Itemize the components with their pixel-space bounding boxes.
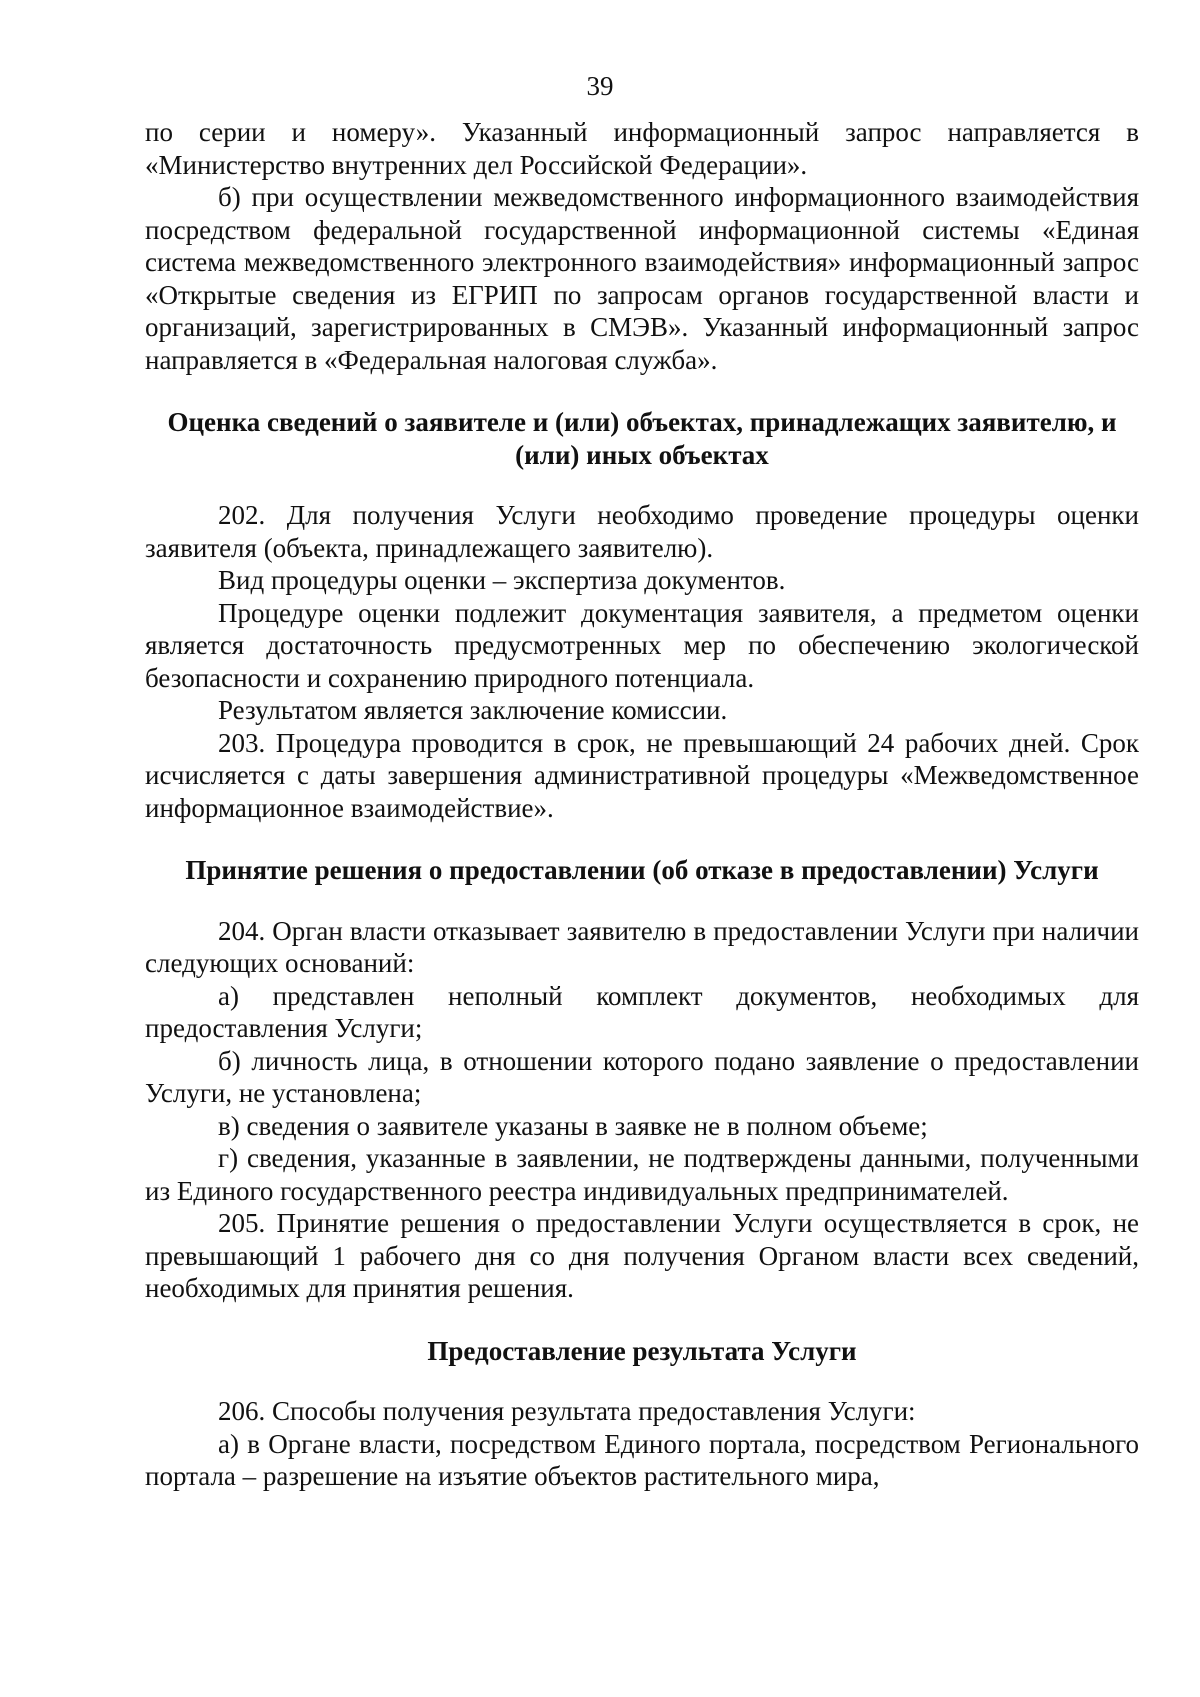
paragraph-204: 204. Орган власти отказывает заявителю в предоставлении Услуги при наличии следующих оснований: [145,915,1139,978]
paragraph-203: 203. Процедура проводится в срок, не превышающий 24 рабочих дней. Срок исчисляется с даты завершения административной процедуры «Межведомственное информационное взаимодействие». [145,727,1139,823]
paragraph-assessment-subject: Процедуре оценки подлежит документация заявителя, а предметом оценки является достаточность предусмотренных мер по обеспечению экологической безопасности и сохранению природного потенциала. [145,597,1139,693]
paragraph-204-a: а) представлен неполный комплект документов, необходимых для предоставления Услуги; [145,980,1139,1043]
paragraph-item-b-smev: б) при осуществлении межведомственного информационного взаимодействия посредством федеральной государственной информационной системы «Единая система межведомственного электронного взаимодействия» информационный запрос «Открытые сведения из ЕГРИП по запросам органов государственной власти и организаций, зарегистрированных в СМЭВ». Указанный информационный запрос направляется в «Федеральная налоговая служба». [145,182,1139,375]
section-heading-assessment: Оценка сведений о заявителе и (или) объектах, принадлежащих заявителю, и (или) иных объектах [167,407,1117,470]
paragraph-205: 205. Принятие решения о предоставлении Услуги осуществляется в срок, не превышающий 1 рабочего дня со дня получения Органом власти всех сведений, необходимых для принятия решения. [145,1208,1139,1303]
paragraph-204-v: в) сведения о заявителе указаны в заявке не в полном объеме; [218,1110,928,1141]
paragraph-202: 202. Для получения Услуги необходимо проведение процедуры оценки заявителя (объекта, принадлежащего заявителю). [145,500,1139,563]
paragraph-assessment-result: Результатом является заключение комиссии. [218,695,728,725]
document-body [145,116,1139,1493]
paragraph-206-a: а) в Органе власти, посредством Единого портала, посредством Регионального портала – разрешение на изъятие объектов растительного мира, [145,1428,1139,1491]
paragraph-assessment-type: Вид процедуры оценки – экспертиза документов. [218,565,786,595]
paragraph-204-b: б) личность лица, в отношении которого подано заявление о предоставлении Услуги, не установлена; [145,1045,1139,1108]
paragraph-request-ministry: по серии и номеру». Указанный информационный запрос направляется в «Министерство внутренних дел Российской Федерации». [145,117,1139,180]
section-heading-decision: Принятие решения о предоставлении (об отказе в предоставлении) Услуги [185,855,1099,885]
paragraph-206: 206. Способы получения результата предоставления Услуги: [218,1396,916,1426]
section-heading-result: Предоставление результата Услуги [427,1335,857,1366]
page-number: 39 [586,71,614,101]
paragraph-204-g: г) сведения, указанные в заявлении, не подтверждены данными, полученными из Единого государственного реестра индивидуальных предпринимателей. [145,1143,1139,1206]
